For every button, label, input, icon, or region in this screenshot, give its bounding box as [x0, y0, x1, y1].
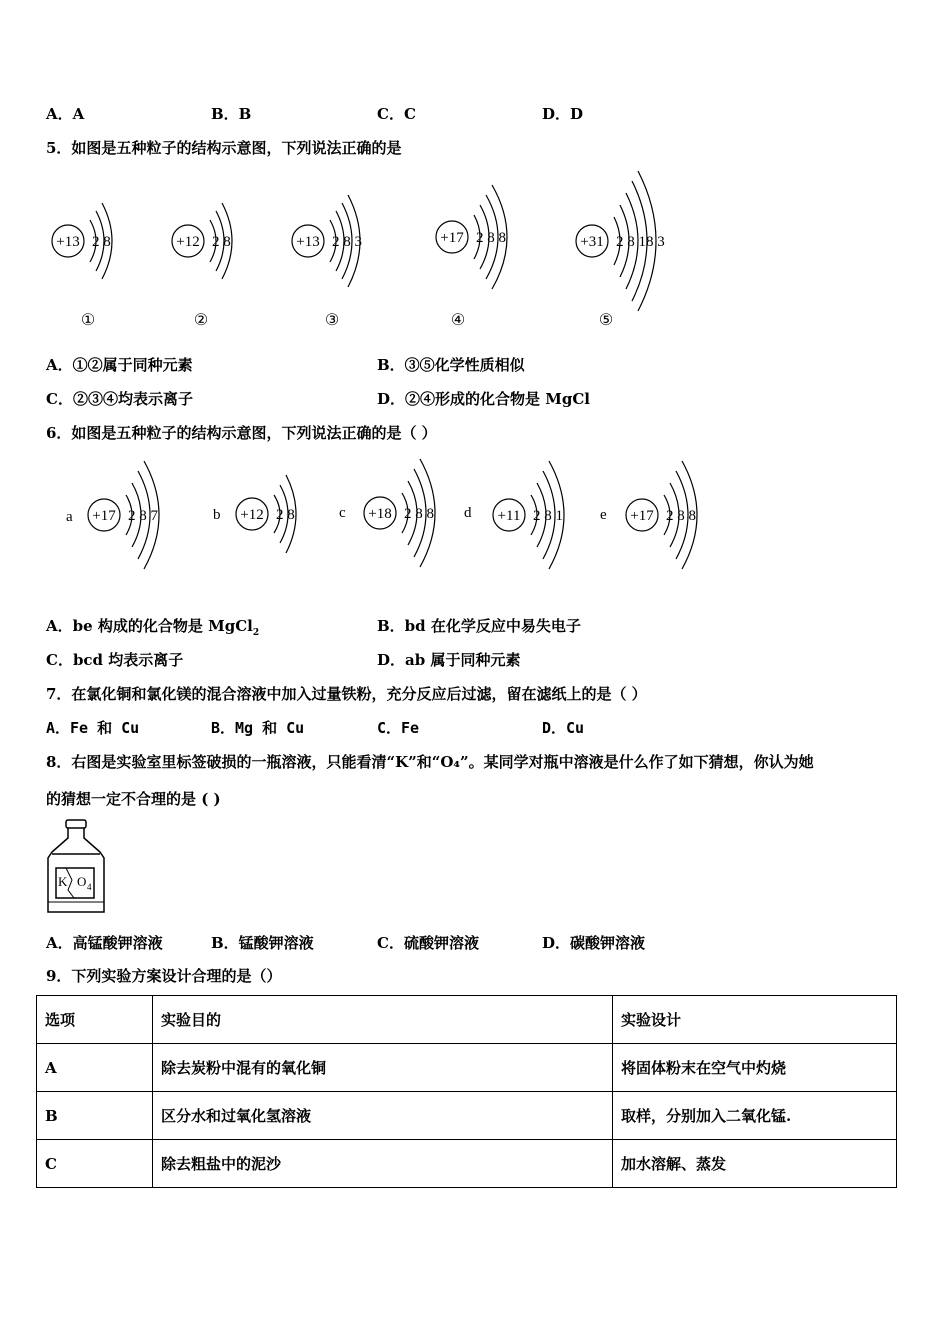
header-purpose: 实验目的 [153, 996, 613, 1044]
q6-nucleus-b: +12 [240, 507, 264, 523]
q6-option-b: B．bd 在化学反应中易失电子 [377, 617, 581, 635]
row-design: 加水溶解、蒸发 [613, 1140, 897, 1188]
header-option: 选项 [37, 996, 153, 1044]
q5-label-2: ② [193, 312, 209, 329]
q8-stem-line1: 8．右图是实验室里标签破损的一瓶溶液，只能看清“K”和“O₄”。某同学对瓶中溶液是什么作了如下猜想，你认为她 [46, 753, 814, 771]
row-purpose: 除去炭粉中混有的氧化铜 [153, 1044, 613, 1092]
q6-diagram [60, 455, 720, 575]
table-header-row [37, 996, 897, 1044]
q4-option-b: B．B [211, 105, 252, 123]
q5-shells-2: 2 8 [212, 234, 231, 250]
row-option: B [37, 1092, 153, 1140]
q4-option-c: C．C [377, 105, 416, 123]
q5-shells-4: 2 8 8 [476, 230, 506, 246]
q6-shells-c: 2 8 8 [404, 506, 434, 522]
q7-option-a: A．Fe 和 Cu [46, 719, 140, 737]
q5-nucleus-5: +31 [580, 234, 604, 250]
q6-shells-d: 2 8 1 [533, 508, 563, 524]
row-option: A [37, 1044, 153, 1092]
q5-option-c: C．②③④均表示离子 [46, 390, 193, 408]
q5-option-d: D．②④形成的化合物是 MgCl [377, 390, 590, 408]
q6-shells-e: 2 8 8 [666, 508, 696, 524]
q5-diagram [40, 165, 700, 335]
q6-nucleus-e: +17 [630, 508, 654, 524]
q4-option-d: D．D [542, 105, 584, 123]
q5-label-4: ④ [450, 312, 466, 329]
q5-nucleus-2: +12 [176, 234, 200, 250]
q5-option-a: A．①②属于同种元素 [46, 356, 193, 374]
q6-tag-a: a [66, 509, 73, 525]
q6-nucleus-a: +17 [92, 508, 116, 524]
q4-option-a: A．A [46, 105, 85, 123]
q6-shells-b: 2 8 [276, 507, 295, 523]
row-design: 将固体粉末在空气中灼烧 [613, 1044, 897, 1092]
q9-stem: 9．下列实验方案设计合理的是（） [46, 967, 282, 985]
q5-label-1: ① [80, 312, 96, 329]
bottle-label-o: O [77, 874, 87, 889]
q8-option-b: B．锰酸钾溶液 [211, 934, 314, 952]
bottle-label-sub: 4 [87, 882, 92, 892]
q5-stem: 5．如图是五种粒子的结构示意图，下列说法正确的是 [46, 139, 402, 157]
q8-option-d: D．碳酸钾溶液 [542, 934, 646, 952]
row-purpose: 区分水和过氧化氢溶液 [153, 1092, 613, 1140]
q5-shells-3: 2 8 3 [332, 234, 362, 250]
q7-option-c: C．Fe [377, 719, 420, 737]
row-design: 取样，分别加入二氧化锰. [613, 1092, 897, 1140]
q7-stem: 7．在氯化铜和氯化镁的混合溶液中加入过量铁粉，充分反应后过滤，留在滤纸上的是（ ） [46, 685, 647, 703]
q5-shells-1: 2 8 [92, 234, 111, 250]
q7-option-d: D．Cu [542, 719, 585, 737]
table-row [37, 1140, 897, 1188]
q6-option-d: D．ab 属于同种元素 [377, 651, 521, 669]
reagent-bottle-image [44, 818, 108, 918]
bottle-label-k: K [58, 874, 68, 889]
q6-option-c: C．bcd 均表示离子 [46, 651, 184, 669]
q6-tag-e: e [600, 507, 607, 523]
row-purpose: 除去粗盐中的泥沙 [153, 1140, 613, 1188]
q5-option-b: B．③⑤化学性质相似 [377, 356, 525, 374]
q5-label-3: ③ [324, 312, 340, 329]
q5-shells-5: 2 8 18 3 [616, 234, 665, 250]
q5-nucleus-4: +17 [440, 230, 464, 246]
q6-shells-a: 2 8 7 [128, 508, 158, 524]
q6-tag-d: d [464, 505, 472, 521]
q5-label-5: ⑤ [598, 312, 614, 329]
q6-nucleus-c: +18 [368, 506, 392, 522]
header-design: 实验设计 [613, 996, 897, 1044]
q6-tag-c: c [339, 505, 346, 521]
q5-nucleus-1: +13 [56, 234, 80, 250]
q8-option-a: A．高锰酸钾溶液 [46, 934, 163, 952]
q6-option-a: A．be 构成的化合物是 MgCl$_2$ [46, 617, 260, 638]
row-option: C [37, 1140, 153, 1188]
q6-tag-b: b [213, 507, 221, 523]
table-row [37, 1092, 897, 1140]
q7-option-b: B．Mg 和 Cu [211, 719, 305, 737]
table-row [37, 1044, 897, 1092]
experiment-table [36, 995, 897, 1188]
q6-nucleus-d: +11 [497, 508, 521, 524]
q8-option-c: C．硫酸钾溶液 [377, 934, 479, 952]
q5-nucleus-3: +13 [296, 234, 320, 250]
q8-stem-line2: 的猜想一定不合理的是 ( ) [46, 790, 221, 808]
q6-stem: 6．如图是五种粒子的结构示意图，下列说法正确的是（ ） [46, 424, 437, 442]
